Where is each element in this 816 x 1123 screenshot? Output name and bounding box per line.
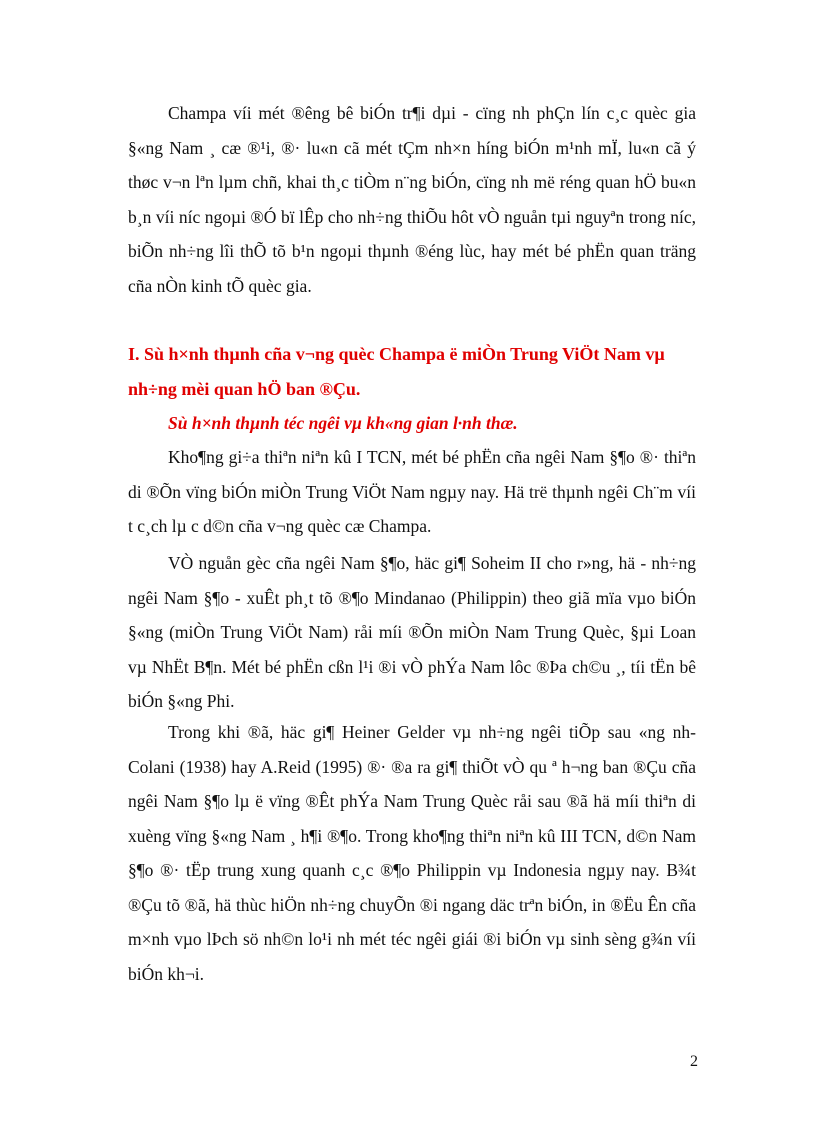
body-paragraph-2: VÒ nguån gèc cña ngêi Nam §¶o, häc gi¶ Soheim II cho r»ng, hä - nh÷ng ngêi Nam §¶o - xuÊt ph¸t tõ ®¶o Mindanao (Philippin) theo giã mïa vµo biÓn §«ng (miÒn Trung ViÖt Nam) råi míi ®Õn miÒn Nam Trung Quèc, §µi Loan vµ NhËt B¶n. Mét bé phËn cßn l¹i ®i vÒ phÝa Nam lôc ®Þa ch©u ¸, tíi tËn bê biÓn §«ng Phi. <box>128 553 696 711</box>
intro-paragraph: Champa víi mét ®êng bê biÓn tr¶i dµi - cïng nh phÇn lín c¸c quèc gia §«ng Nam ¸ cæ ®¹i, ®· lu«n cã mét tÇm nh×n híng biÓn m¹nh mÏ, lu«n cã ý thøc v¬n lªn lµm chñ, khai th¸c tiÒm n¨ng biÓn, cïng nh më réng quan hÖ bu«n b¸n víi níc ngoµi ®Ó bï lÊp cho nh÷ng thiÕu hôt vÒ nguån tµi nguyªn trong níc, biÕn nh÷ng lîi thÕ tõ b¹n ngoµi thµnh ®éng lùc, hay mét bé phËn quan träng cña nÒn kinh tÕ quèc gia. <box>128 103 696 296</box>
section-subheading: Sù h×nh thµnh téc ngêi vµ kh«ng gian l·nh thæ. <box>168 413 518 433</box>
section-heading: I. Sù h×nh thµnh cña v¬ng quèc Champa ë miÒn Trung ViÖt Nam vµ nh÷ng mèi quan hÖ ban ®Çu. <box>128 344 665 399</box>
page-number: 2 <box>690 1053 698 1070</box>
body-paragraph-3: Trong khi ®ã, häc gi¶ Heiner Gelder vµ nh÷ng ngêi tiÕp sau «ng nh Colani (1938) hay A.Reid (1995) ®· ®a ra gi¶ thiÕt vÒ qu ª h¬ng ban ®Çu cña ngêi Nam §¶o lµ ë vïng ®Êt phÝa Nam Trung Quèc råi sau ®ã hä míi thiªn di xuèng vïng §«ng Nam ¸ h¶i ®¶o. Trong kho¶ng thiªn niªn kû III TCN, d©n Nam §¶o ®· tËp trung xung quanh c¸c ®¶o Philippin vµ Indonesia ngµy nay. B¾t ®Çu tõ ®ã, hä thùc hiÖn nh÷ng chuyÕn ®i ngang däc trªn biÓn, in ®Ëu Ên cña m×nh vµo lÞch sö nh©n lo¹i nh mét téc ngêi giái ®i biÓn vµ sinh sèng g¾n víi biÓn kh¬i. <box>128 722 696 984</box>
body-paragraph-1: Kho¶ng gi÷a thiªn niªn kû I TCN, mét bé phËn cña ngêi Nam §¶o ®· thiªn di ®Õn vïng biÓn miÒn Trung ViÖt Nam ngµy nay. Hä trë thµnh ngêi Ch¨m víi t c¸ch lµ c d©n cña v¬ng quèc cæ Champa. <box>128 447 696 536</box>
